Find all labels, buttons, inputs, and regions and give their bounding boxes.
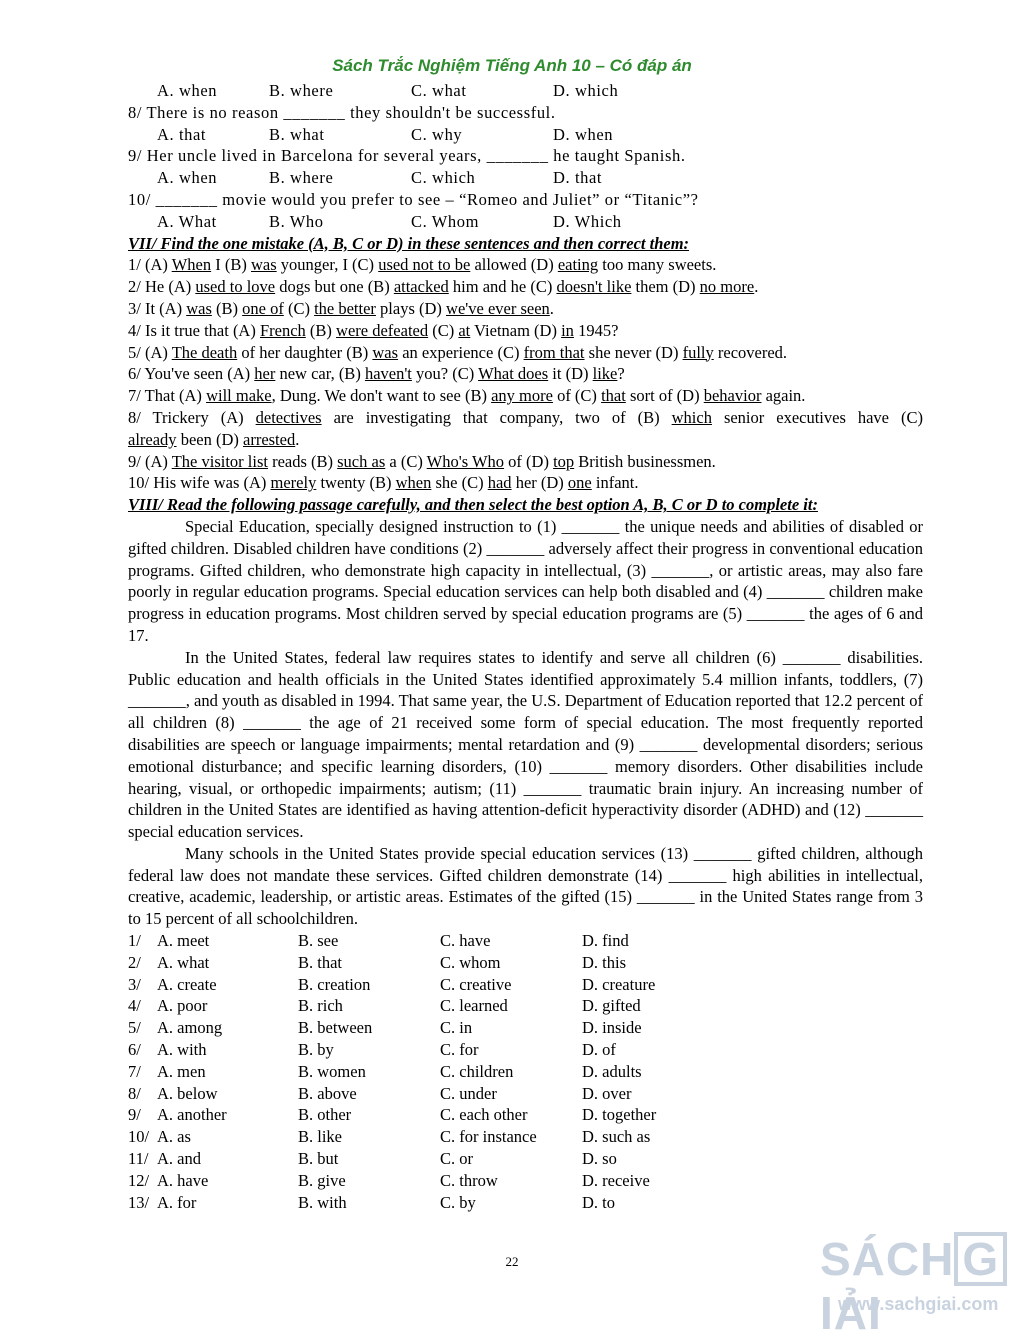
section-7-sentences [128, 254, 923, 494]
answer-number: 10/ [128, 1127, 150, 1147]
options-row-10 [128, 211, 923, 233]
answer-option: A. below [157, 1083, 218, 1103]
sentence-2: 2/ He (A) used to love dogs but one (B) attacked him and he (C) doesn't like them (D) no more. [128, 277, 759, 297]
answer-row [128, 1148, 923, 1170]
answer-option: B. by [298, 1040, 334, 1060]
answer-option: A. as [157, 1127, 191, 1147]
answer-option: D. of [582, 1040, 616, 1060]
answer-number: 13/ [128, 1192, 150, 1212]
answer-row [128, 1170, 923, 1192]
option-c: C. why [411, 124, 463, 144]
page-header: Sách Trắc Nghiệm Tiếng Anh 10 – Có đáp án [332, 56, 692, 75]
answer-option: A. and [157, 1149, 201, 1169]
answer-option: C. by [440, 1192, 476, 1212]
option-c: C. which [411, 168, 476, 188]
section-8-title: VIII/ Read the following passage carefully, and then select the best option A, B, C or D to complete it: [128, 495, 818, 515]
page-body [128, 80, 923, 1213]
answer-row [128, 974, 923, 996]
sentence-5: 5/ (A) The death of her daughter (B) was an experience (C) from that she never (D) fully recovered. [128, 342, 788, 362]
website-url: www.sachgiai.com [838, 1294, 999, 1314]
answer-option: B. other [298, 1105, 352, 1125]
answer-option: C. learned [440, 996, 508, 1016]
option-d: D. that [553, 168, 603, 188]
sentence-8: 8/ Trickery (A) detectives are investigating that company, two of (B) which senior executives have (C) [128, 407, 923, 427]
answer-option: B. like [298, 1127, 342, 1147]
passage-paragraph-1: Special Education, specially designed instruction to (1) _______ the unique needs and abilities of disabled or gifted children. Disabled children have conditions (2) _______ adversely affect their progress in conventional education programs. Gifted children, who demonstrate high capacity in intellectual, (3) _______, or artistic areas, may also fare poorly in regular education programs. Special education services can help both disabled and (4) _______ children make progress in education programs. Most children served by special education programs are (5) _______ the ages of 6 and 17. [128, 516, 923, 645]
answer-row [128, 995, 923, 1017]
answer-option: D. inside [582, 1018, 642, 1038]
answer-row [128, 1083, 923, 1105]
answer-option: D. so [582, 1149, 617, 1169]
answer-option: A. meet [157, 931, 210, 951]
option-a: A. when [157, 168, 218, 188]
answer-number: 11/ [128, 1149, 149, 1169]
option-c: C. what [411, 81, 467, 100]
logo-text-right: IẢI [820, 1287, 882, 1339]
answer-row [128, 1192, 923, 1214]
passage-paragraph-2: In the United States, federal law requires states to identify and serve all children (6) _______ disabilities. Public education and health officials in the United States identified approximately 5.4 million infants, toddlers, (7) _______, and youth as disabled in 1994. That same year, the U.S. Department of Education reported that 12.2 percent of all children (8) _______ the age of 21 received some form of special education. The most frequently reported disabilities are speech or language impairments; mental retardation and (9) _______ developmental disorders; serious emotional disturbance; and specific learning disorders, (10) _______ memory disorders. Other disabilities include hearing, visual, or orthopedic impairments; autism; (11) _______ traumatic brain injury. An increasing number of children in the United States are identified as having attention-deficit hyperactivity disorder (ADHD) and (12) _______ special education services. [128, 647, 923, 842]
answer-option: B. see [298, 931, 339, 951]
sentence-8-cont: already been (D) arrested. [128, 429, 300, 449]
answer-option: C. under [440, 1083, 497, 1103]
answer-option: C. children [440, 1061, 514, 1081]
answer-option: B. between [298, 1018, 373, 1038]
answer-option: B. that [298, 952, 342, 972]
answer-number: 2/ [128, 952, 141, 972]
answer-option: C. each other [440, 1105, 528, 1125]
answer-option: A. men [157, 1061, 206, 1081]
answer-number: 4/ [128, 996, 141, 1016]
answer-option: C. for [440, 1040, 479, 1060]
options-row-8 [128, 124, 923, 146]
sentence-6: 6/ You've seen (A) her new car, (B) haven't you? (C) What does it (D) like? [128, 364, 625, 384]
answer-option: D. over [582, 1083, 632, 1103]
answer-option: A. what [157, 952, 210, 972]
answer-option: A. among [157, 1018, 223, 1038]
option-a: A. that [157, 124, 207, 144]
sentence-3: 3/ It (A) was (B) one of (C) the better plays (D) we've ever seen. [128, 298, 554, 318]
answer-number: 1/ [128, 931, 141, 951]
sachgiai-logo [820, 1232, 1024, 1340]
question-9: 9/ Her uncle lived in Barcelona for several years, _______ he taught Spanish. [128, 146, 686, 166]
answer-option: B. rich [298, 996, 343, 1016]
answer-number: 8/ [128, 1083, 141, 1103]
answer-option: C. throw [440, 1170, 498, 1190]
answer-option: D. receive [582, 1170, 650, 1190]
answer-row [128, 1039, 923, 1061]
answer-number: 6/ [128, 1040, 141, 1060]
answer-row [128, 952, 923, 974]
option-a: A. What [157, 211, 217, 231]
answer-option: B. give [298, 1170, 346, 1190]
page-number: 22 [505, 1254, 519, 1269]
answer-row [128, 930, 923, 952]
option-d: D. when [553, 124, 614, 144]
logo-text-left: SÁCH [820, 1233, 955, 1285]
answer-option: D. gifted [582, 996, 641, 1016]
passage-paragraph-3: Many schools in the United States provide special education services (13) _______ gifted children, although federal law does not mandate these services. Gifted children demonstrate (14) _______ high abilities in intellectual, creative, academic, leadership, or artistic areas. Estimates of the gifted (15) _______ in the United States range from 3 to 15 percent of all schoolchildren. [128, 843, 923, 929]
answer-option: B. above [298, 1083, 357, 1103]
answer-options [128, 930, 923, 1213]
option-c: C. Whom [411, 211, 480, 231]
answer-option: A. with [157, 1040, 207, 1060]
sentence-10: 10/ His wife was (A) merely twenty (B) when she (C) had her (D) one infant. [128, 473, 639, 493]
answer-option: C. whom [440, 952, 501, 972]
option-a: A. when [157, 81, 218, 100]
answer-option: C. or [440, 1149, 473, 1169]
option-b: B. where [269, 168, 334, 188]
answer-row [128, 1061, 923, 1083]
sentence-1: 1/ (A) When I (B) was younger, I (C) used not to be allowed (D) eating too many sweets. [128, 255, 717, 275]
options-row-9 [128, 167, 923, 189]
answer-number: 3/ [128, 974, 141, 994]
answer-option: B. women [298, 1061, 366, 1081]
answer-option: D. together [582, 1105, 657, 1125]
answer-option: D. adults [582, 1061, 642, 1081]
sentence-4: 4/ Is it true that (A) French (B) were defeated (C) at Vietnam (D) in 1945? [128, 320, 619, 340]
question-10: 10/ _______ movie would you prefer to see – “Romeo and Juliet” or “Titanic”? [128, 189, 699, 209]
answer-option: A. another [157, 1105, 227, 1125]
answer-option: B. with [298, 1192, 347, 1212]
section-7-title: VII/ Find the one mistake (A, B, C or D) in these sentences and then correct them: [128, 233, 690, 253]
answer-row [128, 1126, 923, 1148]
answer-number: 9/ [128, 1105, 141, 1125]
answer-number: 5/ [128, 1018, 141, 1038]
answer-number: 7/ [128, 1061, 141, 1081]
answer-option: D. creature [582, 974, 656, 994]
answer-option: C. for instance [440, 1127, 537, 1147]
answer-option: C. creative [440, 974, 512, 994]
answer-option: A. create [157, 974, 217, 994]
options-row-7 [128, 80, 923, 102]
answer-option: C. in [440, 1018, 473, 1038]
answer-number: 12/ [128, 1170, 150, 1190]
answer-option: A. have [157, 1170, 209, 1190]
option-b: B. what [269, 124, 325, 144]
answer-row [128, 1017, 923, 1039]
answer-row [128, 1104, 923, 1126]
answer-option: B. creation [298, 974, 371, 994]
answer-option: D. find [582, 931, 629, 951]
option-d: D. which [553, 81, 619, 100]
sentence-9: 9/ (A) The visitor list reads (B) such as a (C) Who's Who of (D) top British businessmen. [128, 451, 716, 471]
question-8: 8/ There is no reason _______ they shouldn't be successful. [128, 102, 556, 122]
answer-option: A. poor [157, 996, 208, 1016]
answer-option: D. such as [582, 1127, 651, 1147]
answer-option: B. but [298, 1149, 339, 1169]
logo-box-letter: G [954, 1232, 1007, 1286]
option-d: D. Which [553, 211, 622, 231]
answer-option: D. to [582, 1192, 615, 1212]
answer-option: A. for [157, 1192, 197, 1212]
sentence-7: 7/ That (A) will make, Dung. We don't want to see (B) any more of (C) that sort of (D) behavior again. [128, 386, 806, 406]
option-b: B. where [269, 81, 334, 100]
option-b: B. Who [269, 211, 324, 231]
answer-option: C. have [440, 931, 491, 951]
answer-option: D. this [582, 952, 627, 972]
